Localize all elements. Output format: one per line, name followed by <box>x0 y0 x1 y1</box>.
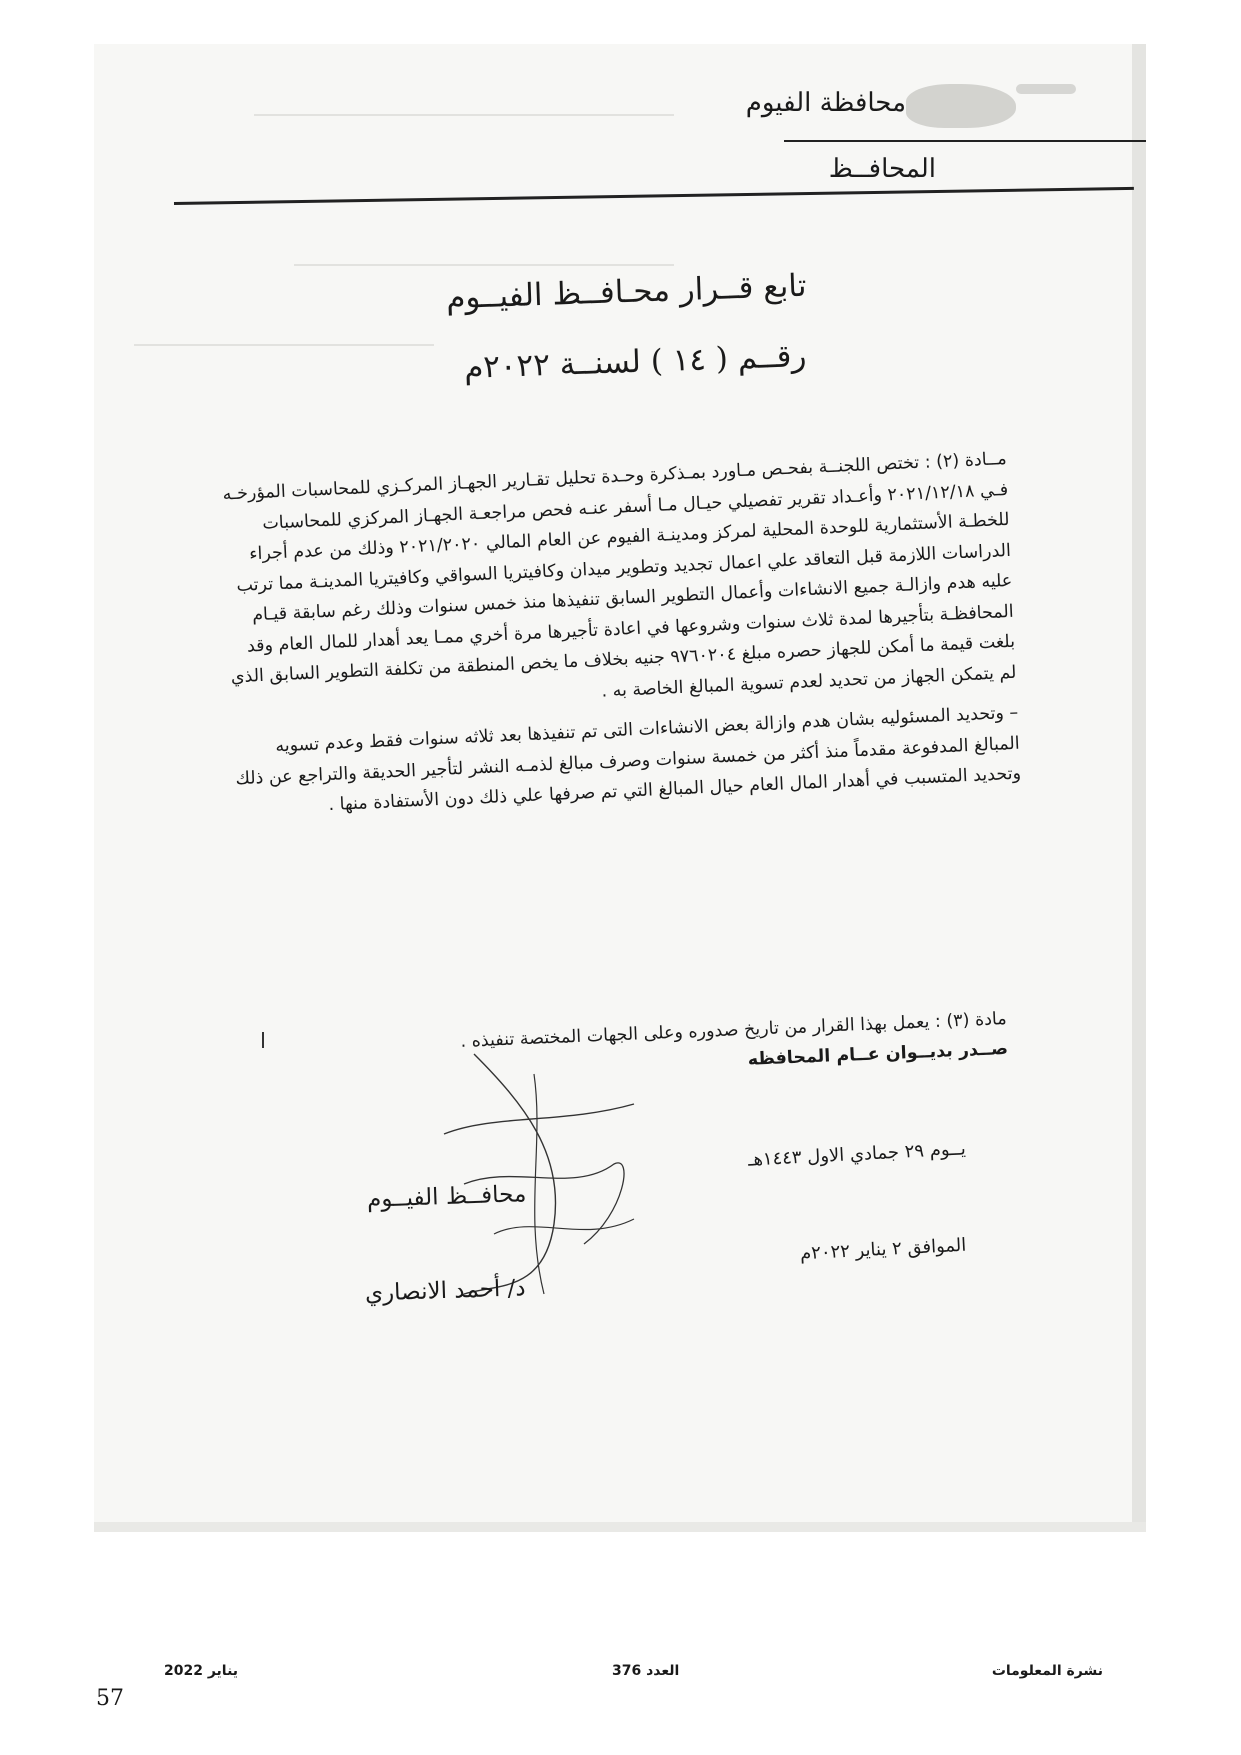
footer-publication: نشرة المعلومات <box>991 1663 1103 1679</box>
article-2 <box>217 444 1022 825</box>
bleed-through-line <box>254 114 674 116</box>
governorate-name: محافظة الفيوم <box>745 88 906 118</box>
governor-office: المحافــظ <box>828 154 936 184</box>
article-3-label: مادة (٣) : <box>934 1008 1008 1032</box>
scan-edge-right <box>1132 44 1146 1532</box>
handwritten-signature <box>434 1044 654 1304</box>
scan-edge-bottom <box>94 1522 1146 1532</box>
article-2-label: مــادة (٢) : <box>924 448 1008 473</box>
footer-issue: العدد 376 <box>612 1663 680 1679</box>
seal-stamp <box>906 84 1016 128</box>
footer-date: يناير 2022 <box>164 1663 239 1679</box>
seal-mark <box>1016 84 1076 94</box>
decree-headline: تابع قــرار محـافــظ الفيــوم <box>445 267 807 317</box>
header-rule-long <box>174 187 1134 205</box>
article-2-paragraph <box>217 444 1017 724</box>
scanned-document <box>94 44 1146 1532</box>
bleed-through-line <box>294 264 674 266</box>
header-rule-short <box>784 140 1146 142</box>
bleed-through-line <box>134 344 434 346</box>
article-2-text: تختص اللجنــة بفحـص مـاورد بمـذكرة وحـدة تحليل تقـارير الجهـاز المركـزي للمحاسبات المؤرخـه فـي ٢٠٢١/١٢/١٨ وأعـداد تقرير تفصيلي حيـال مـا أسفر عنـه فحص مراجعـة الجهـاز المركزي للمحاسبات للخطـة الأستثمارية للوحدة المحلية لمركز ومدينـة الفيوم عن العام المالي ٢٠٢١/٢٠٢٠ وذلك من عدم أجراء الدراسات اللازمة قبل التعاقد علي اعمال تجديد وتطوير ميدان وكافيتريا السواقي وكافيتريا المدينـة مما ترتب عليه هدم وازالـة جميع الانشاءات وأعمال التطوير السابق تنفيذها منذ خمس سنوات وذلك رغم سابقة قيـام المحافظـة بتأجيرها لمدة ثلاث سنوات وشروعها في اعادة تأجيرها مرة أخري ممـا يعد أهدار للمال العام وقد بلغت قيمة ما أمكن للجهاز حصره مبلغ ٩٧٦٠٢٠٤ جنيه بخلاف ما يخص المنطقة من تكلفة التطوير السابق الذي لم يتمكن الجهاز من تحديد لعدم تسوية المبالغ الخاصة به . <box>222 452 1017 702</box>
gregorian-date: الموافق ٢ يناير ٢٠٢٢م <box>799 1234 967 1265</box>
responsibility-paragraph: – وتحديد المسئوليه بشان هدم وازالة بعض الانشاءات التى تم تنفيذها بعد ثلاثه سنوات فقط وعدم تسويه المبالغ المدفوعة مقدماً منذ أكثر من خمسة سنوات وصرف مبالغ لذمـه النشر لتأجير الحديقة والتراجع عن ذلك وتحديد المتسبب في أهدار المال العام حيال المبالغ التي تم صرفها علي ذلك دون الأستفادة منها . <box>235 702 1022 816</box>
article-3-text: يعمل بهذا القرار من تاريخ صدوره وعلى الجهات المختصة تنفيذه . <box>460 1012 930 1052</box>
signatory-title: محافــظ الفيــوم <box>366 1181 527 1213</box>
signatory-name: د/ أحمد الانصاري <box>365 1275 527 1307</box>
page-number: 57 <box>96 1686 124 1711</box>
hijri-date: يــوم ٢٩ جمادي الاول ١٤٤٣هـ <box>747 1138 967 1171</box>
decree-number: رقــم ( ١٤ ) لسنــة ٢٠٢٢م <box>463 338 807 386</box>
issued-line: صــدر بديــوان عــام المحافظه <box>747 1038 1009 1070</box>
